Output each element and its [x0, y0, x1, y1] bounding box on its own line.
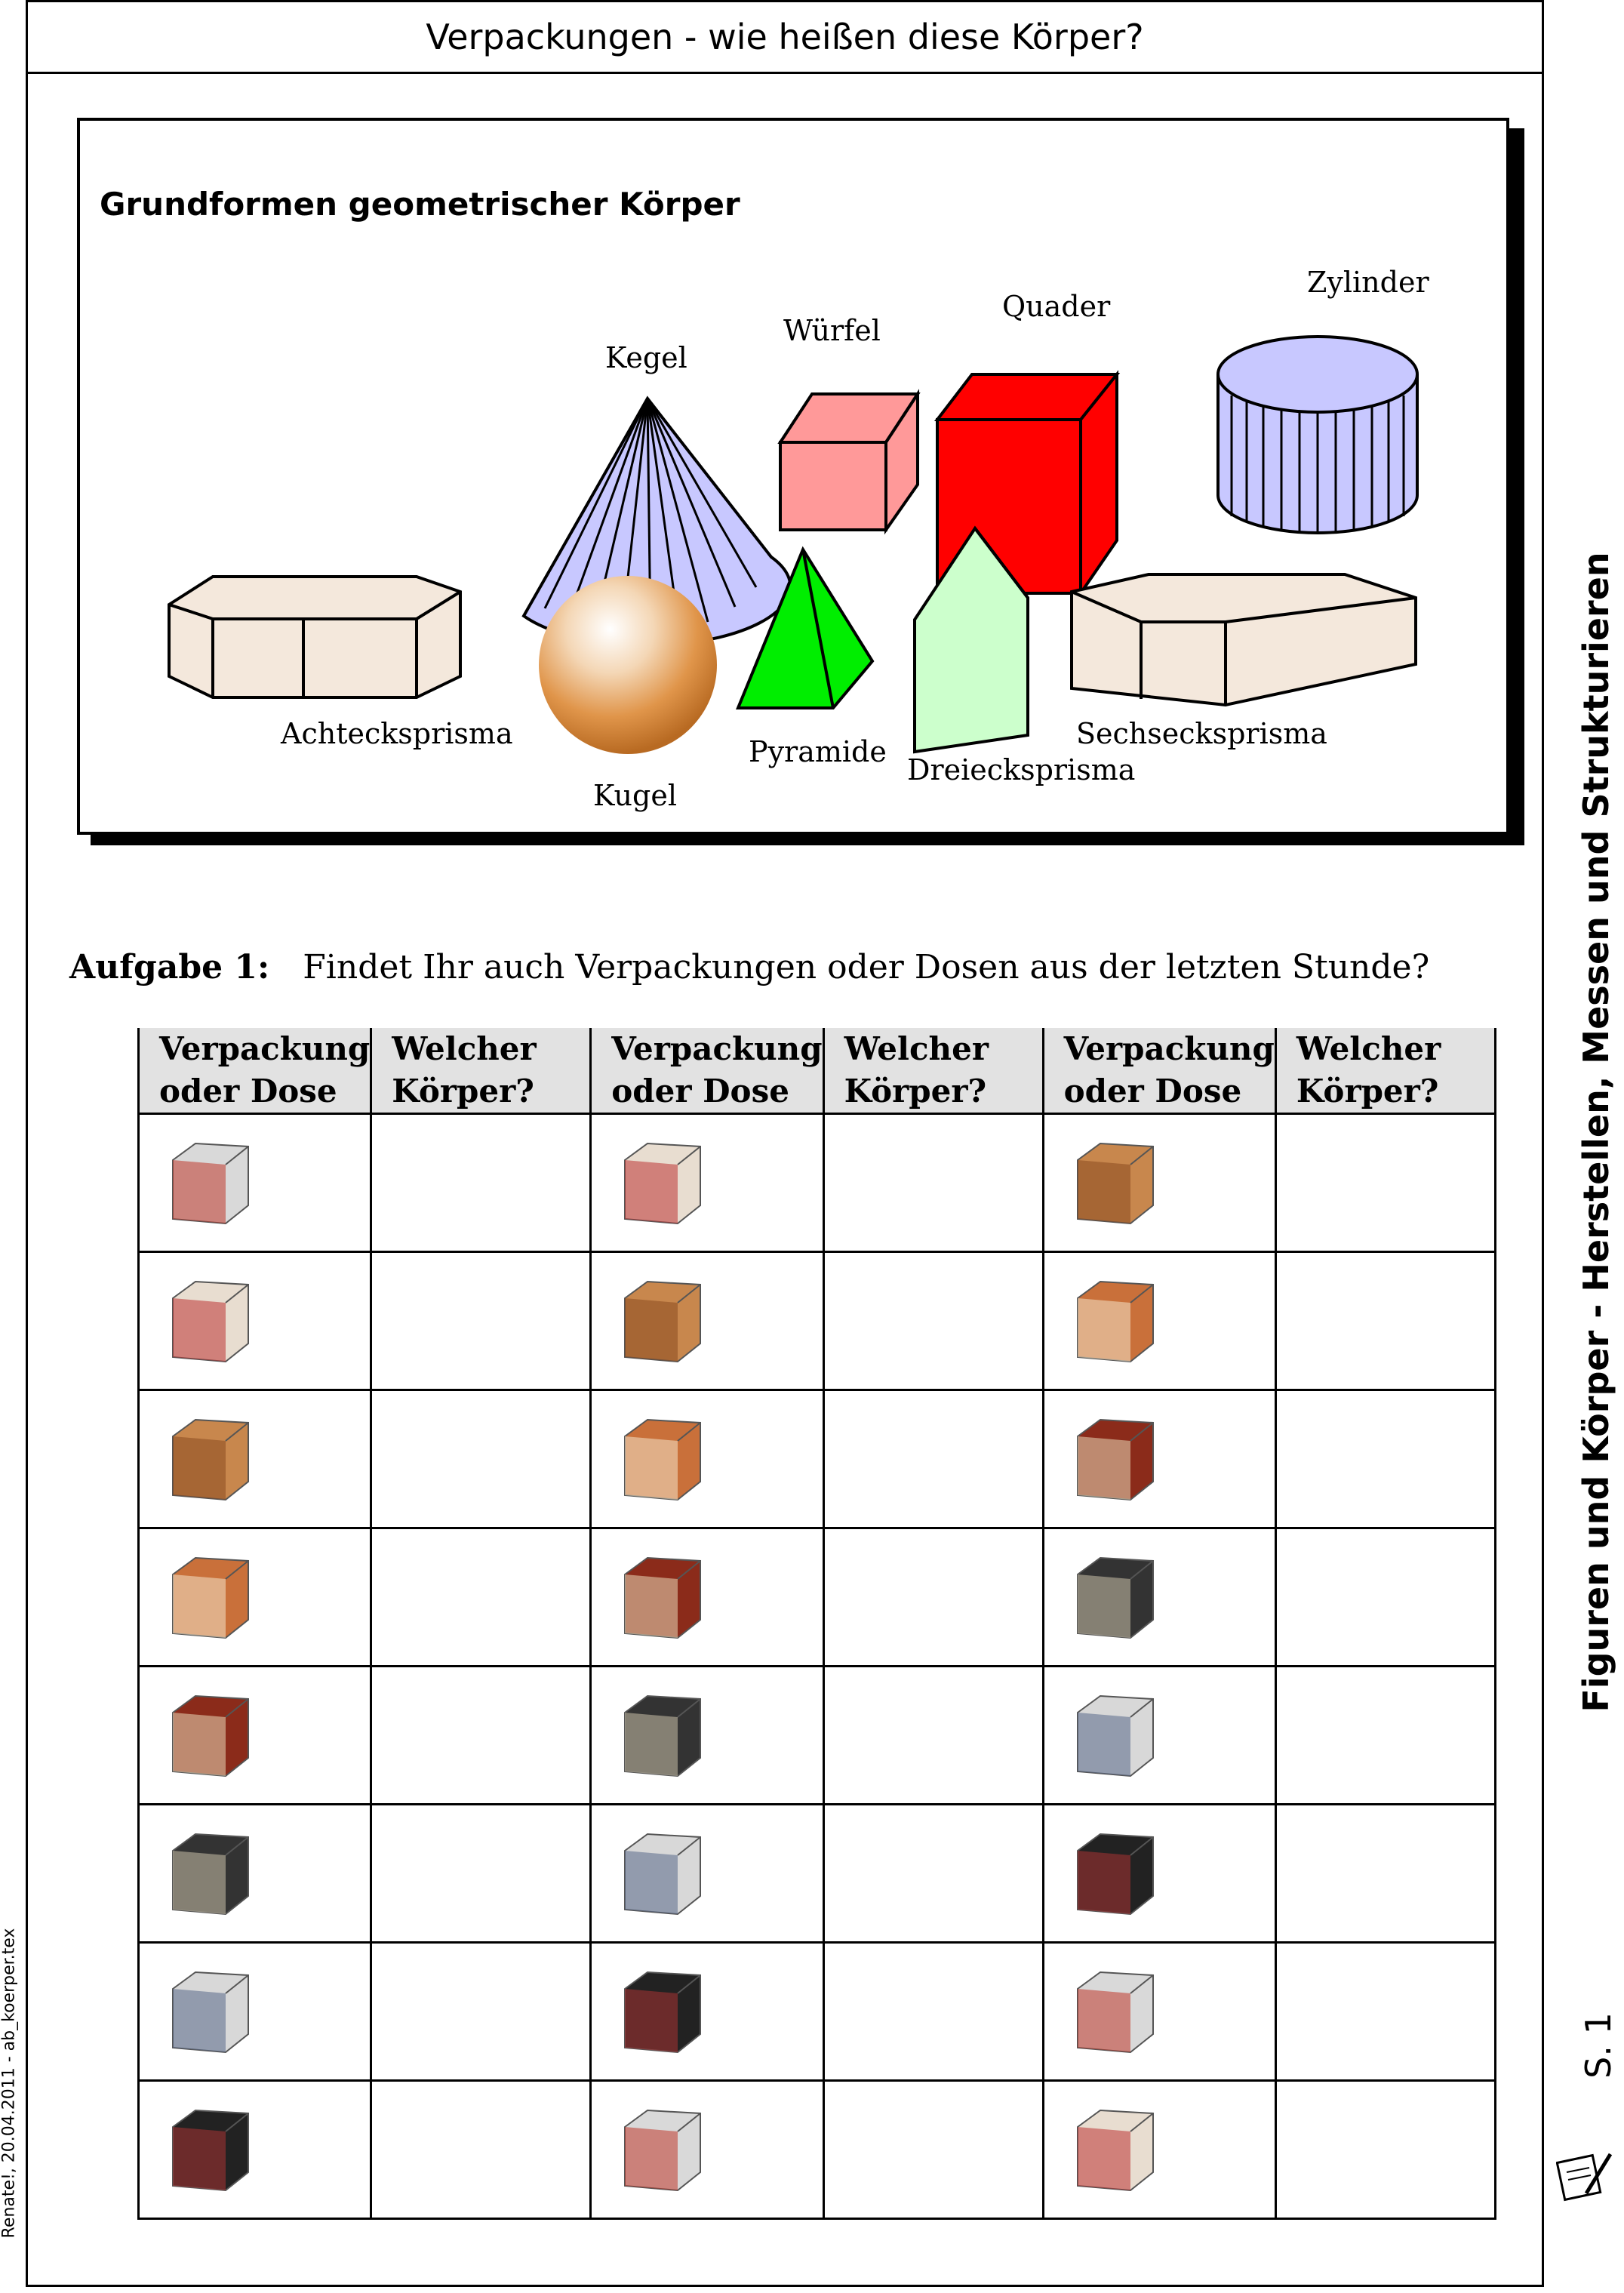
answer-cell[interactable] [371, 1390, 591, 1528]
answer-cell[interactable] [1275, 1528, 1495, 1667]
table-row [139, 1805, 1496, 1943]
shapes-title: Grundformen geometrischer Körper [100, 186, 740, 223]
toblerone-short-icon [610, 1544, 715, 1650]
packaging-cell [1043, 1667, 1275, 1805]
table-row [139, 1390, 1496, 1528]
packaging-cell [139, 1114, 371, 1252]
house-tin-icon [1063, 1821, 1168, 1926]
label-zylinder: Zylinder [1307, 266, 1429, 299]
black-tea-tin-icon [1063, 1959, 1168, 2064]
answer-cell[interactable] [371, 1114, 591, 1252]
label-quader: Quader [1002, 290, 1111, 323]
amicelli-box-icon [1063, 1268, 1168, 1374]
table-row [139, 1252, 1496, 1390]
schoko-box-icon [158, 1682, 263, 1788]
trapezoid-gift-box-icon [1063, 1130, 1168, 1236]
packaging-cell [139, 1528, 371, 1667]
header-verpackung-3: Verpackung oder Dose [1043, 1028, 1275, 1114]
packaging-cell [1043, 1943, 1275, 2081]
tea-box-icon [1063, 1544, 1168, 1650]
answer-cell[interactable] [1275, 1252, 1495, 1390]
packaging-table [137, 1028, 1496, 2220]
side-title: Figuren und Körper - Herstellen, Messen und Strukturieren [1576, 552, 1616, 1713]
packaging-cell [591, 1390, 823, 1528]
answer-cell[interactable] [823, 1252, 1043, 1390]
answer-cell[interactable] [823, 2081, 1043, 2219]
answer-cell[interactable] [823, 1528, 1043, 1667]
packaging-cell [1043, 1805, 1275, 1943]
packaging-cell [1043, 1252, 1275, 1390]
packaging-cell [591, 1114, 823, 1252]
tall-tube-icon [158, 1821, 263, 1926]
header-koerper-2: Welcher Körper? [823, 1028, 1043, 1114]
octagon-tin-icon [610, 1406, 715, 1512]
label-kugel: Kugel [593, 779, 677, 812]
answer-cell[interactable] [823, 1805, 1043, 1943]
cube-shape [780, 394, 918, 530]
kinder-cylinder-icon [158, 1268, 263, 1374]
label-achtecksprisma: Achtecksprisma [281, 717, 513, 750]
fruit-tin-icon [1063, 1682, 1168, 1788]
pencil-note-icon [1556, 2145, 1616, 2205]
packaging-cell [591, 1252, 823, 1390]
popcorn-box-icon [610, 1130, 715, 1236]
packaging-cell [591, 2081, 823, 2219]
answer-cell[interactable] [371, 1528, 591, 1667]
packaging-cell [591, 1943, 823, 2081]
answer-cell[interactable] [1275, 1667, 1495, 1805]
task-line [69, 948, 1429, 986]
footer-note: Renate!, 20.04.2011 - ab_koerper.tex [0, 1928, 19, 2239]
answer-cell[interactable] [371, 1667, 591, 1805]
answer-cell[interactable] [823, 1390, 1043, 1528]
answer-cell[interactable] [1275, 1114, 1495, 1252]
tall-gift-bag-icon [158, 2097, 263, 2202]
packaging-cell [139, 1252, 371, 1390]
task-text: Findet Ihr auch Verpackungen oder Dosen aus der letzten Stunde? [303, 948, 1430, 986]
page-title: Verpackungen - wie heißen diese Körper? [26, 0, 1544, 74]
header-koerper-1: Welcher Körper? [371, 1028, 591, 1114]
label-sechsecksprisma: Sechsecksprisma [1076, 717, 1327, 750]
answer-cell[interactable] [371, 1805, 591, 1943]
answer-cell[interactable] [823, 1114, 1043, 1252]
black-chocolate-tin-icon [610, 2097, 715, 2202]
packaging-cell [1043, 2081, 1275, 2219]
answer-cell[interactable] [1275, 2081, 1495, 2219]
label-wuerfel: Würfel [783, 314, 881, 347]
cylinder-shape [1218, 337, 1417, 533]
gift-cube-icon [610, 1268, 715, 1374]
answer-cell[interactable] [1275, 1390, 1495, 1528]
packaging-cell [139, 1805, 371, 1943]
label-kegel: Kegel [605, 341, 687, 374]
hexagonal-prism-box-icon [1063, 1406, 1168, 1512]
packaging-cell [1043, 1114, 1275, 1252]
toblerone-long-icon [158, 1544, 263, 1650]
table-row [139, 1528, 1496, 1667]
answer-cell[interactable] [823, 1667, 1043, 1805]
header-verpackung-2: Verpackung oder Dose [591, 1028, 823, 1114]
page-number: S. 1 [1578, 2012, 1619, 2079]
header-koerper-3: Welcher Körper? [1275, 1028, 1495, 1114]
answer-cell[interactable] [823, 1943, 1043, 2081]
packaging-cell [139, 1667, 371, 1805]
packaging-cell [139, 1390, 371, 1528]
task-label: Aufgabe 1: [69, 948, 270, 986]
packaging-cell [591, 1805, 823, 1943]
label-dreiecksprisma: Dreiecksprisma [907, 753, 1136, 786]
dotted-storage-box-icon [1063, 2097, 1168, 2202]
table-row [139, 2081, 1496, 2219]
answer-cell[interactable] [371, 1252, 591, 1390]
sphere-shape [539, 576, 717, 754]
round-tin-icon [610, 1821, 715, 1926]
table-row [139, 1667, 1496, 1805]
table-header-row [139, 1028, 1496, 1114]
octagonal-prism-shape [169, 577, 460, 697]
packaging-cell [1043, 1528, 1275, 1667]
table-row [139, 1114, 1496, 1252]
answer-cell[interactable] [371, 1943, 591, 2081]
label-pyramide: Pyramide [749, 735, 887, 768]
white-octagon-tin-icon [158, 1959, 263, 2064]
flat-chocolate-box-icon [610, 1682, 715, 1788]
packaging-cell [591, 1528, 823, 1667]
answer-cell[interactable] [1275, 1943, 1495, 2081]
packaging-cell [591, 1667, 823, 1805]
answer-cell[interactable] [371, 2081, 591, 2219]
table-row [139, 1943, 1496, 2081]
answer-cell[interactable] [1275, 1805, 1495, 1943]
ferrero-hexagon-box-icon [158, 1406, 263, 1512]
raffaello-box-icon [158, 1130, 263, 1236]
hexagonal-prism-shape [1072, 574, 1416, 705]
header-verpackung-1: Verpackung oder Dose [139, 1028, 371, 1114]
small-blue-tin-icon [610, 1959, 715, 2064]
packaging-cell [139, 2081, 371, 2219]
packaging-cell [1043, 1390, 1275, 1528]
packaging-cell [139, 1943, 371, 2081]
